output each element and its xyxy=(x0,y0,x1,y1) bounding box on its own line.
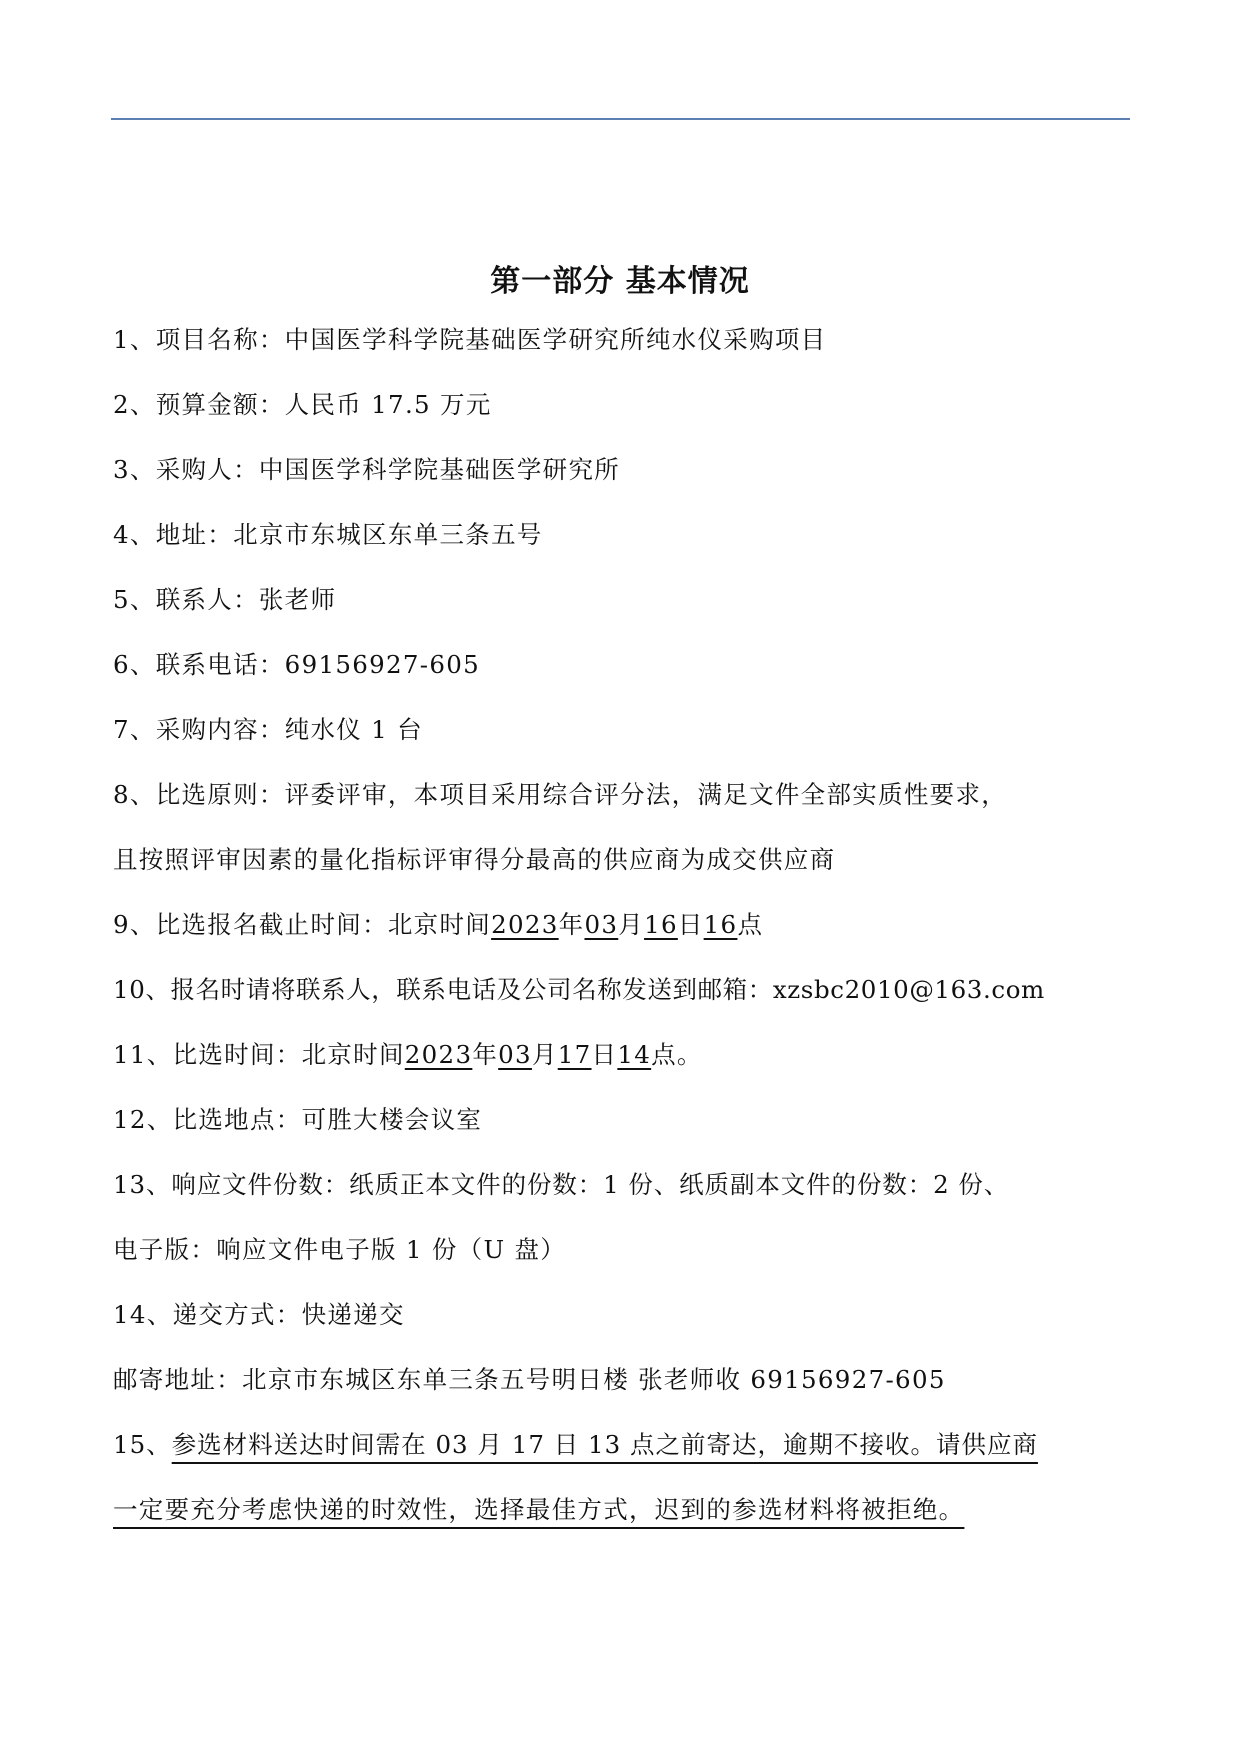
item-3: 3、采购人：中国医学科学院基础医学研究所 xyxy=(113,455,621,484)
item-15-line-1 xyxy=(113,1430,1038,1459)
item-9-hour-unit: 点 xyxy=(737,910,764,939)
item-7: 7、采购内容：纯水仪 1 台 xyxy=(113,715,423,744)
item-2: 2、预算金额：人民币 17.5 万元 xyxy=(113,390,492,419)
item-9-month-unit: 月 xyxy=(618,910,645,939)
item-9-day-unit: 日 xyxy=(677,910,704,939)
item-9-year-unit: 年 xyxy=(558,910,585,939)
item-12: 12、比选地点：可胜大楼会议室 xyxy=(113,1105,483,1134)
item-9-prefix: 9、比选报名截止时间：北京时间 xyxy=(113,910,492,939)
header-rule xyxy=(111,118,1130,120)
item-9 xyxy=(113,910,764,939)
item-4: 4、地址：北京市东城区东单三条五号 xyxy=(113,520,543,549)
item-15-text-1: 参选材料送达时间需在 03 月 17 日 13 点之前寄达，逾期不接收。请供应商 xyxy=(171,1430,1038,1459)
item-9-month: 03 xyxy=(584,910,619,939)
item-11-hour: 14 xyxy=(617,1040,652,1069)
item-11-year-unit: 年 xyxy=(472,1040,499,1069)
item-10: 10、报名时请将联系人，联系电话及公司名称发送到邮箱：xzsbc2010@163.com xyxy=(113,975,1045,1004)
item-11-prefix: 11、比选时间：北京时间 xyxy=(113,1040,405,1069)
item-11-hour-unit: 点。 xyxy=(651,1040,703,1069)
item-9-day: 16 xyxy=(644,910,678,939)
item-8-line-2: 且按照评审因素的量化指标评审得分最高的供应商为成交供应商 xyxy=(113,845,836,874)
item-11 xyxy=(113,1040,703,1069)
mailing-address: 邮寄地址：北京市东城区东单三条五号明日楼 张老师收 69156927-605 xyxy=(113,1365,946,1394)
item-15-text-2: 一定要充分考虑快递的时效性，选择最佳方式，迟到的参选材料将被拒绝。 xyxy=(113,1495,965,1524)
item-9-year: 2023 xyxy=(491,910,559,939)
item-6: 6、联系电话：69156927-605 xyxy=(113,650,481,679)
item-5: 5、联系人：张老师 xyxy=(113,585,337,614)
item-8-line-1: 8、比选原则：评委评审，本项目采用综合评分法，满足文件全部实质性要求， xyxy=(113,780,1008,809)
item-11-month: 03 xyxy=(498,1040,532,1069)
item-11-day: 17 xyxy=(557,1040,592,1069)
item-11-day-unit: 日 xyxy=(591,1040,618,1069)
item-11-year: 2023 xyxy=(404,1040,473,1069)
item-13-line-2: 电子版：响应文件电子版 1 份（U 盘） xyxy=(113,1235,567,1264)
item-14: 14、递交方式：快递递交 xyxy=(113,1300,405,1329)
item-13-line-1: 13、响应文件份数：纸质正本文件的份数：1 份、纸质副本文件的份数：2 份、 xyxy=(113,1170,1010,1199)
item-11-month-unit: 月 xyxy=(531,1040,558,1069)
item-15-line-2 xyxy=(113,1495,965,1524)
item-9-hour: 16 xyxy=(703,910,738,939)
item-1: 1、项目名称：中国医学科学院基础医学研究所纯水仪采购项目 xyxy=(113,325,827,354)
section-title: 第一部分 基本情况 xyxy=(490,264,750,299)
item-15-prefix: 15、 xyxy=(113,1430,172,1459)
